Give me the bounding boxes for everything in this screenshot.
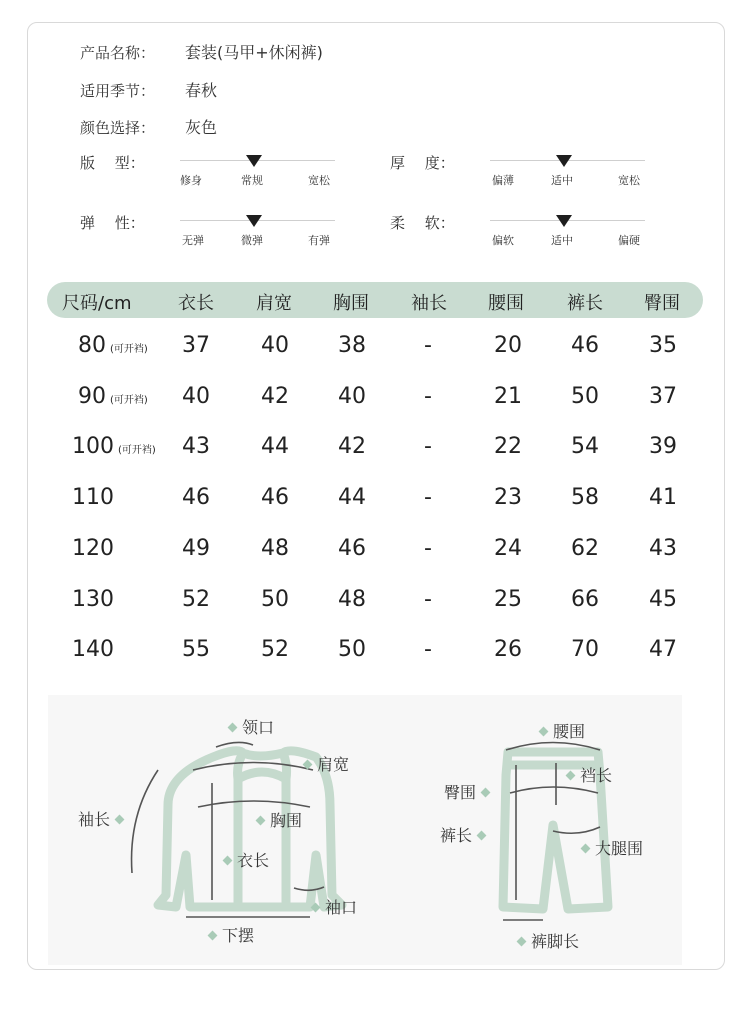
elasticity-tick-2: 微弹 <box>241 234 263 247</box>
waist-label: 腰围 <box>534 719 585 742</box>
elasticity-tick-3: 有弹 <box>308 234 330 247</box>
header-shoulder: 肩宽 <box>256 293 292 314</box>
cell-length: 52 <box>182 587 210 612</box>
softness-scale <box>390 212 660 252</box>
elasticity-tick-1: 无弹 <box>182 234 204 247</box>
thickness-tick-1: 偏薄 <box>492 174 514 187</box>
elasticity-scale <box>80 212 350 252</box>
diamond-icon <box>566 771 576 781</box>
cell-chest: 48 <box>338 587 366 612</box>
cell-chest: 38 <box>338 333 366 358</box>
product-name-row <box>80 40 323 63</box>
cell-chest: 46 <box>338 536 366 561</box>
size-value: 110 <box>72 485 114 510</box>
cuff-label: 袖口 <box>306 895 357 918</box>
length-label: 衣长 <box>218 848 269 871</box>
hip-label: 臀围 <box>444 780 495 803</box>
cell-sleeve: - <box>424 434 432 459</box>
cell-hip: 45 <box>649 587 677 612</box>
diamond-icon <box>517 937 527 947</box>
fit-tick-3: 宽松 <box>308 174 330 187</box>
header-pants-length: 裤长 <box>567 293 603 314</box>
cell-chest: 40 <box>338 384 366 409</box>
fit-scale <box>80 152 350 192</box>
cell-pants-length: 50 <box>571 384 599 409</box>
cell-waist: 22 <box>494 434 522 459</box>
cell-waist: 23 <box>494 485 522 510</box>
elasticity-selected-marker <box>246 215 262 227</box>
cell-waist: 25 <box>494 587 522 612</box>
size-note: (可开裆) <box>118 445 156 456</box>
elasticity-scale-title: 弹 性： <box>80 214 145 232</box>
cell-chest: 50 <box>338 637 366 662</box>
cell-shoulder: 44 <box>261 434 289 459</box>
product-name-value: 套装(马甲+休闲裤) <box>185 43 323 62</box>
garment-illustration <box>48 695 682 965</box>
size-value: 100 <box>72 434 114 459</box>
cell-waist: 24 <box>494 536 522 561</box>
pants-length-label: 裤长 <box>440 823 491 846</box>
color-label: 颜色选择： <box>80 119 156 137</box>
header-sleeve: 袖长 <box>411 293 447 314</box>
size-value: 140 <box>72 637 114 662</box>
season-value: 春秋 <box>185 81 218 100</box>
cell-pants-length: 70 <box>571 637 599 662</box>
thickness-scale <box>390 152 660 192</box>
cell-sleeve: - <box>424 637 432 662</box>
cell-waist: 26 <box>494 637 522 662</box>
cell-waist: 21 <box>494 384 522 409</box>
fit-selected-marker <box>246 155 262 167</box>
leg-opening-label: 裤脚长 <box>512 929 579 952</box>
product-name-label: 产品名称： <box>80 44 156 62</box>
cell-shoulder: 40 <box>261 333 289 358</box>
cell-sleeve: - <box>424 384 432 409</box>
cell-sleeve: - <box>424 485 432 510</box>
softness-selected-marker <box>556 215 572 227</box>
size-note: (可开裆) <box>110 344 148 355</box>
thickness-tick-3: 宽松 <box>618 174 640 187</box>
diamond-icon <box>223 856 233 866</box>
header-chest: 胸围 <box>333 293 369 314</box>
sleeve-label: 袖长 <box>78 807 129 830</box>
measurement-diagram <box>48 695 682 965</box>
color-row <box>80 115 217 138</box>
cell-hip: 39 <box>649 434 677 459</box>
cell-length: 37 <box>182 333 210 358</box>
thickness-selected-marker <box>556 155 572 167</box>
thickness-scale-title: 厚 度： <box>390 154 455 172</box>
cell-sleeve: - <box>424 587 432 612</box>
diamond-icon <box>311 903 321 913</box>
softness-scale-title: 柔 软： <box>390 214 455 232</box>
cell-chest: 44 <box>338 485 366 510</box>
thigh-label: 大腿围 <box>576 836 643 859</box>
size-note: (可开裆) <box>110 395 148 406</box>
diamond-icon <box>303 760 313 770</box>
header-length: 衣长 <box>178 293 214 314</box>
size-value: 130 <box>72 587 114 612</box>
collar-label: 领口 <box>223 715 274 738</box>
diamond-icon <box>208 931 218 941</box>
cell-length: 43 <box>182 434 210 459</box>
cell-hip: 35 <box>649 333 677 358</box>
thickness-tick-2: 适中 <box>551 174 573 187</box>
diamond-icon <box>115 815 125 825</box>
rise-label: 裆长 <box>561 763 612 786</box>
cell-pants-length: 58 <box>571 485 599 510</box>
season-row <box>80 78 217 101</box>
cell-shoulder: 50 <box>261 587 289 612</box>
cell-sleeve: - <box>424 536 432 561</box>
diamond-icon <box>539 727 549 737</box>
fit-tick-1: 修身 <box>180 174 202 187</box>
cell-pants-length: 54 <box>571 434 599 459</box>
shoulder-label: 肩宽 <box>298 752 349 775</box>
size-value: 80 <box>78 333 106 358</box>
season-label: 适用季节： <box>80 82 156 100</box>
cell-pants-length: 66 <box>571 587 599 612</box>
cell-shoulder: 48 <box>261 536 289 561</box>
size-value: 120 <box>72 536 114 561</box>
cell-pants-length: 46 <box>571 333 599 358</box>
diamond-icon <box>581 844 591 854</box>
header-waist: 腰围 <box>488 293 524 314</box>
diamond-icon <box>481 788 491 798</box>
cell-hip: 43 <box>649 536 677 561</box>
cell-hip: 37 <box>649 384 677 409</box>
cell-hip: 47 <box>649 637 677 662</box>
cell-shoulder: 42 <box>261 384 289 409</box>
chest-label: 胸围 <box>251 808 302 831</box>
softness-tick-1: 偏软 <box>492 234 514 247</box>
softness-tick-2: 适中 <box>551 234 573 247</box>
cell-chest: 42 <box>338 434 366 459</box>
cell-shoulder: 52 <box>261 637 289 662</box>
cell-waist: 20 <box>494 333 522 358</box>
softness-tick-3: 偏硬 <box>618 234 640 247</box>
color-value: 灰色 <box>185 118 218 137</box>
cell-sleeve: - <box>424 333 432 358</box>
diamond-icon <box>477 831 487 841</box>
cell-shoulder: 46 <box>261 485 289 510</box>
cell-length: 49 <box>182 536 210 561</box>
size-value: 90 <box>78 384 106 409</box>
hem-label: 下摆 <box>203 923 254 946</box>
diamond-icon <box>228 723 238 733</box>
cell-hip: 41 <box>649 485 677 510</box>
cell-length: 46 <box>182 485 210 510</box>
fit-tick-2: 常规 <box>241 174 263 187</box>
header-size: 尺码/cm <box>62 293 132 314</box>
cell-pants-length: 62 <box>571 536 599 561</box>
diamond-icon <box>256 816 266 826</box>
fit-scale-title: 版 型： <box>80 154 145 172</box>
cell-length: 55 <box>182 637 210 662</box>
size-table-header-bar <box>47 282 703 318</box>
cell-length: 40 <box>182 384 210 409</box>
header-hip: 臀围 <box>644 293 680 314</box>
